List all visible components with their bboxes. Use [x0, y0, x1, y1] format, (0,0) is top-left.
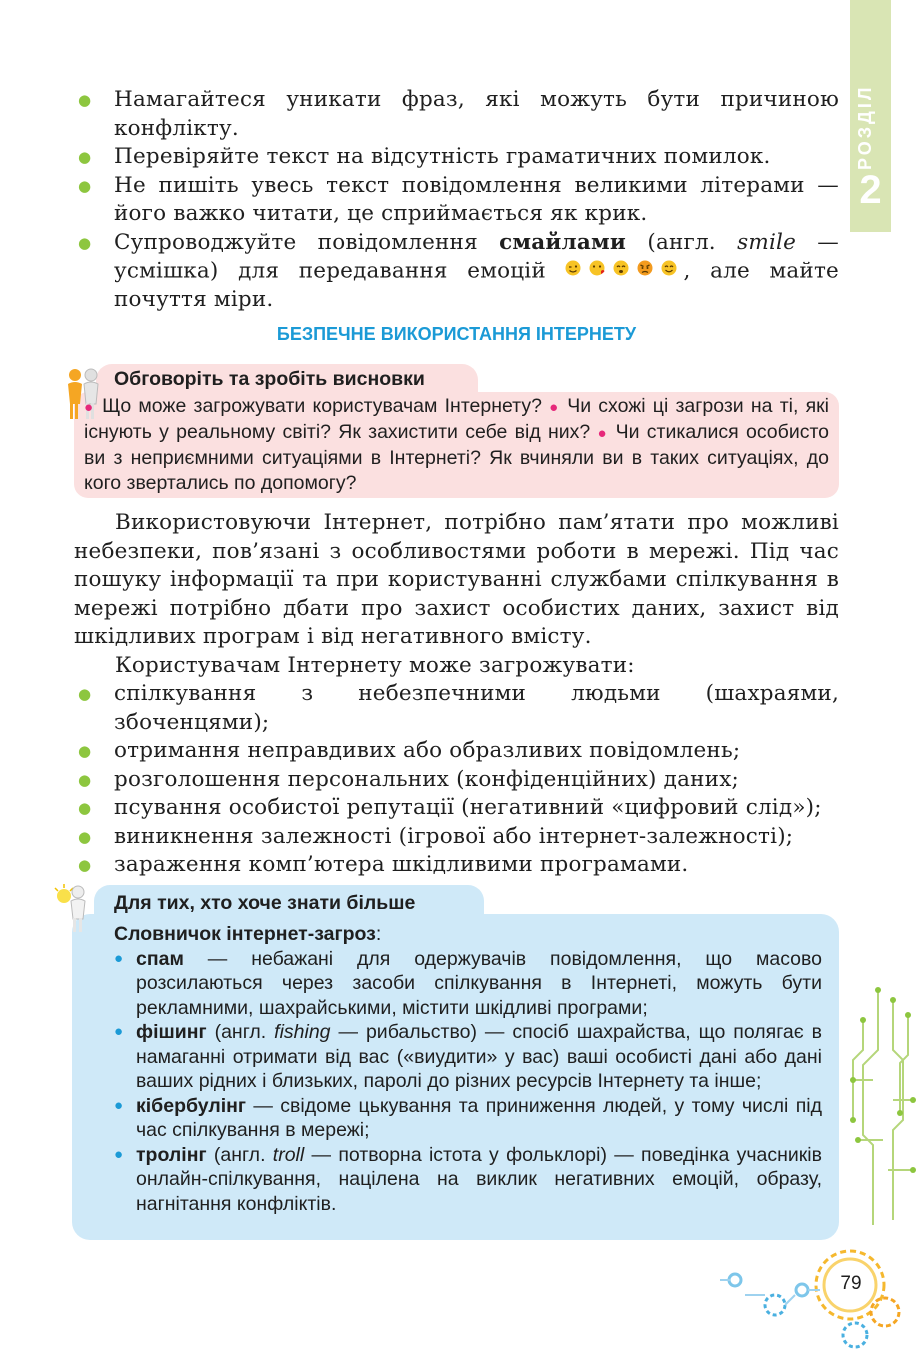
glossary	[114, 922, 822, 1216]
body-text	[74, 509, 839, 880]
tip-item: ● Не пишіть увесь текст повідомлення великими літерами — його важко читати, це сприймається як крик.	[74, 172, 839, 229]
threat-item: ● отримання неправдивих або образливих повідомлень;	[74, 737, 839, 766]
glossary-item: ● спам — небажані для одержувачів повідомлення, що масово розсилаються через засоби спілкування в Інтернеті, можуть бути рекламними, шахрайськими, містити шкідливі програми;	[114, 947, 822, 1021]
section-label: РОЗДІЛ	[855, 84, 875, 170]
tip-item: ● Перевіряйте текст на відсутність граматичних помилок.	[74, 143, 839, 172]
discuss-questions: ● Що може загрожувати користувачам Інтернету? ● Чи схожі ці загрози на ті, які існують у реальному світі? Як захистити себе від них? ● Чи стикалися особисто ви з неприємними ситуаціями в Інтернеті? Як вчиняли ви в таких ситуаціях, до кого звертались по допомогу?	[84, 395, 830, 494]
glossary-item: ● кібербулінг — свідоме цькування та приниження людей, у тому числі під час спілкування в мережі;	[114, 1094, 822, 1143]
tip-item: ● Намагайтеся уникати фраз, які можуть бути причиною конфлікту.	[74, 86, 839, 143]
glossary-title-line: Словничок інтернет-загроз:	[114, 923, 382, 945]
threats-intro: Користувачам Інтернету може загрожувати:	[115, 652, 635, 678]
glossary-item: ● тролінг (англ. troll — потворна істота у фольклорі) — поведінка учасників онлайн-спілкування, націлена на виклик негативних емоцій, образу, нагнітання конфліктів.	[114, 1143, 822, 1217]
tips-list	[74, 86, 839, 314]
emoji-row	[565, 257, 683, 286]
lightbulb-person-icon	[52, 882, 90, 934]
tip-item-smileys: ● Супроводжуйте повідомлення смайлами (англ. smile — усмішка) для передавання емоцій , але майте почуття міри.	[74, 229, 839, 315]
circuit-decoration-icon	[838, 980, 918, 1250]
threat-item: ● псування особистої репутації (негативний «цифровий слід»);	[74, 794, 839, 823]
body-paragraph: Використовуючи Інтернет, потрібно пам’ятати про можливі небезпеки, пов’язані з особливостями роботи в мережі. Під час пошуку інформації та при користуванні службами спілкування в мережі потрібно дбати про захист особистих даних, захист від шкідливих програм і від негативного вмісту.	[74, 510, 839, 649]
section-number: 2	[859, 168, 882, 212]
angry-emoji	[638, 261, 653, 276]
grin-emoji	[614, 261, 629, 276]
glossary-item: ● фішинг (англ. fishing — рибальство) — спосіб шахрайства, що полягає в намаганні отримати від вас («виудити» у вас) ваші особисті дані або дані ваших рідних і близьких, паролі до різних ресурсів Інтернету та інше;	[114, 1020, 822, 1094]
threat-item: ● спілкування з небезпечними людьми (шахраями, збоченцями);	[74, 680, 839, 737]
gears-decoration-icon	[700, 1240, 918, 1360]
threat-item: ● виникнення залежності (ігрової або інтернет-залежності);	[74, 823, 839, 852]
more-title: Для тих, хто хоче знати більше	[114, 892, 416, 914]
discuss-title: Обговоріть та зробіть висновки	[114, 368, 425, 390]
kiss-emoji	[590, 261, 605, 276]
threat-item: ● розголошення персональних (конфіденційних) даних;	[74, 766, 839, 795]
smile-emoji	[662, 261, 677, 276]
wink-emoji	[566, 261, 581, 276]
threat-item: ● зараження комп’ютера шкідливими програмами.	[74, 851, 839, 880]
section-heading: БЕЗПЕЧНЕ ВИКОРИСТАННЯ ІНТЕРНЕТУ	[276, 324, 637, 344]
page-number: 79	[840, 1273, 862, 1294]
